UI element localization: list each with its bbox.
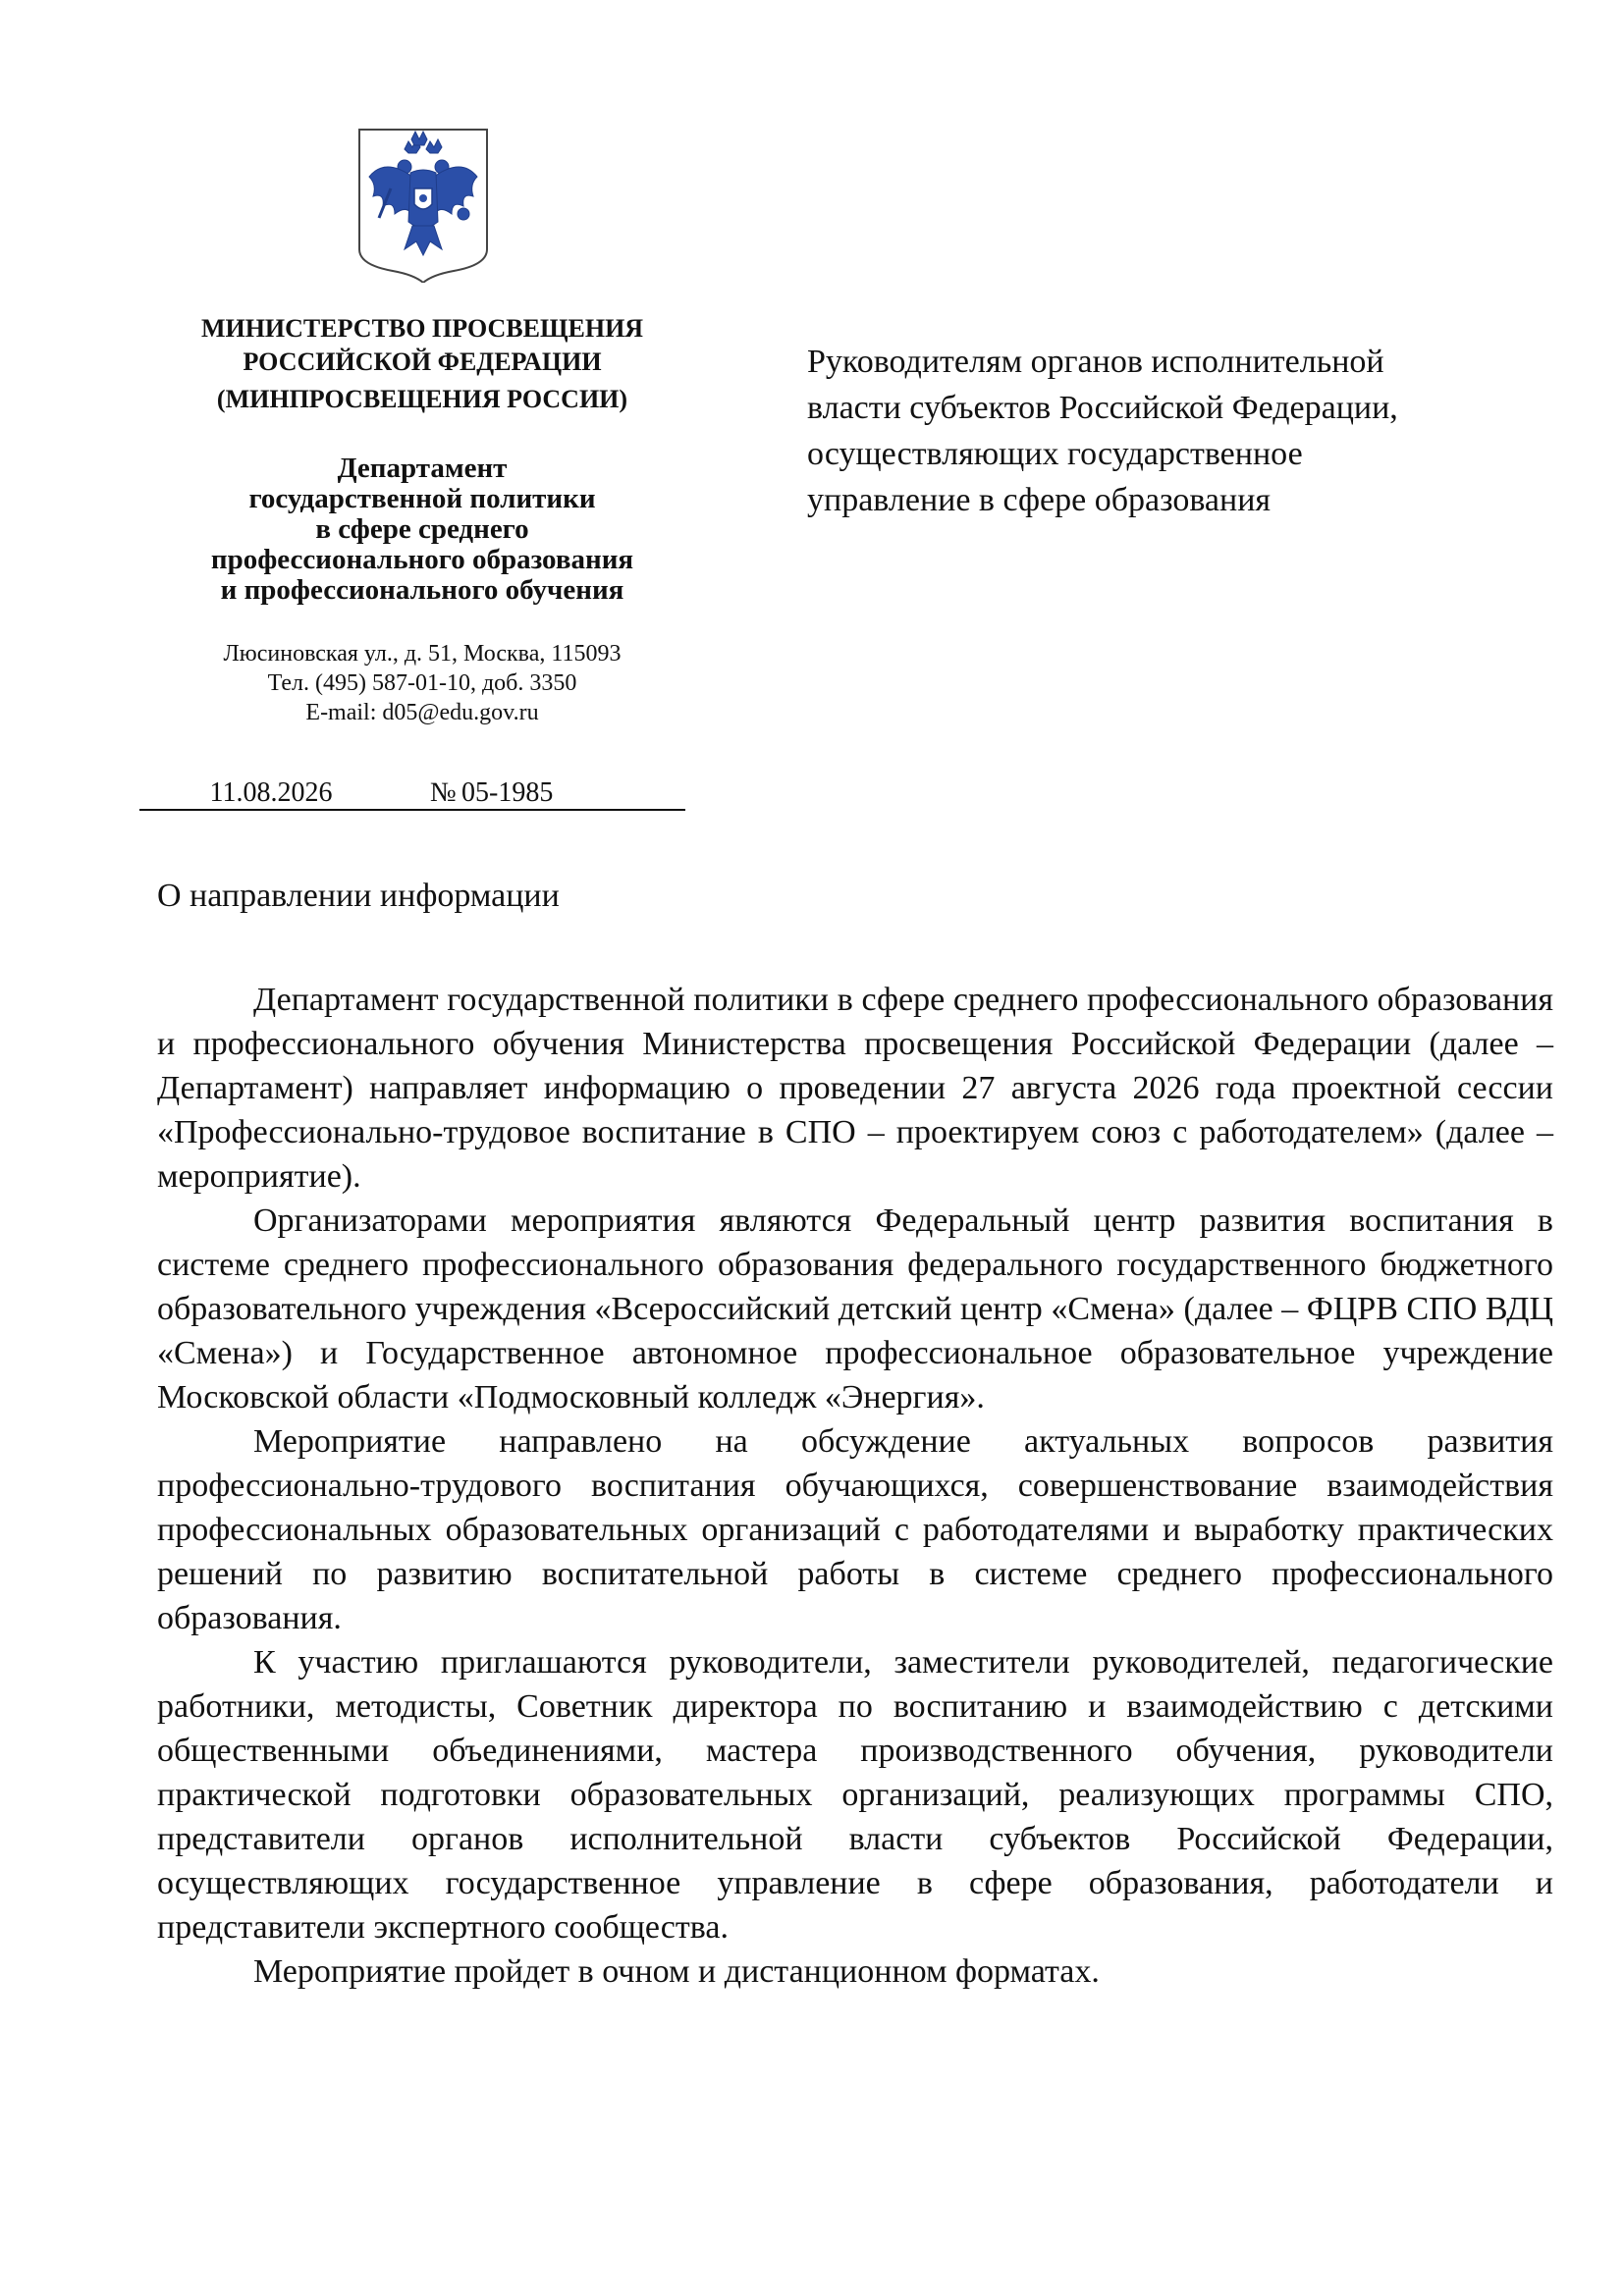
registration-date: 11.08.2026 bbox=[139, 777, 383, 811]
addressee bbox=[807, 339, 1514, 523]
department-line: в сфере среднего bbox=[315, 513, 529, 545]
ministry-line-2: РОССИЙСКОЙ ФЕДЕРАЦИИ bbox=[243, 347, 602, 376]
addressee-line: власти субъектов Российской Федерации, bbox=[807, 390, 1398, 426]
department-name bbox=[137, 454, 707, 606]
body-paragraph: Мероприятие пройдет в очном и дистанционном форматах. bbox=[253, 1953, 1100, 1990]
department-line: профессионального образования bbox=[210, 544, 634, 575]
ministry-short-name: (МИНПРОСВЕЩЕНИЯ РОССИИ) bbox=[216, 385, 628, 413]
postal-address: Люсиновская ул., д. 51, Москва, 115093 bbox=[223, 641, 622, 667]
department-line: государственной политики bbox=[248, 483, 596, 514]
registration-line bbox=[139, 777, 685, 813]
registration-number: 05-1985 bbox=[383, 777, 685, 811]
ministry-line-1: МИНИСТЕРСТВО ПРОСВЕЩЕНИЯ bbox=[200, 314, 644, 343]
phone-number: Тел. (495) 587-01-10, доб. 3350 bbox=[267, 670, 577, 696]
letter-body bbox=[157, 978, 1553, 1994]
body-paragraph: К участию приглашаются руководители, заместители руководителей, педагогические работники, методисты, Советник директора по воспитанию и взаимодействию с детскими общественными объединениями, мастера производственного обучения, руководители практической подготовки образовательных организаций, реализующих программы СПО, представители органов исполнительной власти субъектов Российской Федерации, осуществляющих государственное управление в сфере образования, работодатели и представители экспертного сообщества. bbox=[157, 1644, 1553, 1946]
contact-info bbox=[137, 639, 707, 727]
ministry-name bbox=[137, 312, 707, 379]
department-line: и профессионального обучения bbox=[220, 574, 624, 606]
body-paragraph: Департамент государственной политики в сфере среднего профессионального образования и профессионального обучения Министерства просвещения Российской Федерации (далее – Департамент) направляет информацию о проведении 27 августа 2026 года проектной сессии «Профессионально-трудовое воспитание в СПО – проектируем союз с работодателем» (далее – мероприятие). bbox=[157, 982, 1553, 1195]
addressee-line: управление в сфере образования bbox=[807, 482, 1272, 518]
body-paragraph: Организаторами мероприятия являются Федеральный центр развития воспитания в системе среднего профессионального образования федерального государственного бюджетного образовательного учреждения «Всероссийский детский центр «Смена» (далее – ФЦРВ СПО ВДЦ «Смена») и Государственное автономное профессиональное образовательное учреждение Московской области «Подмосковный колледж «Энергия». bbox=[157, 1202, 1553, 1415]
letter-subject: О направлении информации bbox=[157, 878, 560, 914]
body-paragraph: Мероприятие направлено на обсуждение актуальных вопросов развития профессионально-трудового воспитания обучающихся, совершенствование взаимодействия профессиональных образовательных организаций с работодателями и выработку практических решений по развитию воспитательной работы в системе среднего профессионального образования. bbox=[157, 1423, 1553, 1636]
email-address: E-mail: d05@edu.gov.ru bbox=[305, 700, 539, 725]
sender-header bbox=[137, 312, 707, 727]
number-sign: № bbox=[430, 777, 457, 808]
addressee-line: Руководителям органов исполнительной bbox=[807, 344, 1384, 380]
department-line: Департамент bbox=[337, 453, 508, 484]
coat-of-arms-icon bbox=[355, 128, 491, 283]
addressee-line: осуществляющих государственное bbox=[807, 436, 1303, 472]
